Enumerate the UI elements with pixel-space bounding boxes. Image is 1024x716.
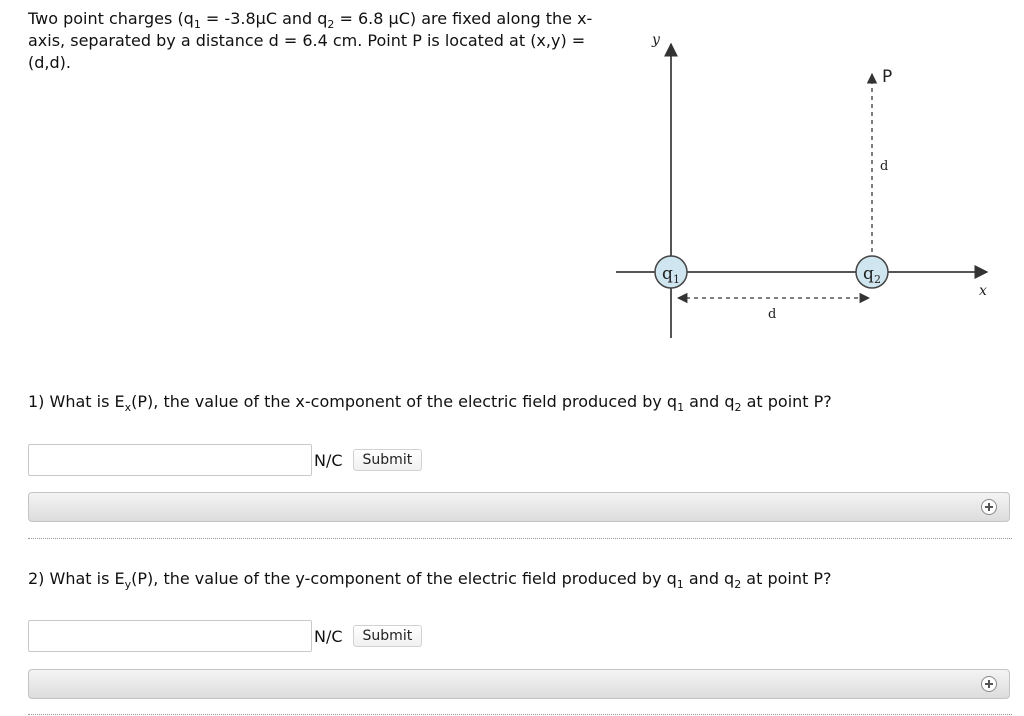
question-2-q1-subscript: 1	[676, 578, 684, 592]
question-2-number: 2)	[28, 569, 50, 588]
expand-bar-1[interactable]	[28, 492, 1010, 522]
question-1-text	[28, 391, 832, 413]
question-2-text	[28, 568, 832, 590]
plus-circle-icon[interactable]	[981, 499, 997, 515]
question-1-e-subscript: x	[124, 401, 132, 415]
plus-circle-icon[interactable]	[981, 676, 997, 692]
question-2-e-subscript: y	[124, 578, 132, 592]
question-2-text-part: at point P?	[741, 569, 832, 588]
charge-q1	[655, 256, 687, 288]
unit-label-2: N/C	[314, 626, 343, 646]
horizontal-distance-label: d	[768, 307, 777, 322]
question-2-text-part: What is E	[49, 569, 125, 588]
section-divider-1	[28, 538, 1012, 539]
question-2-q2-subscript: 2	[734, 578, 742, 592]
q2-value-text: = 6.8 μC) are fixed along the x-axis, separated by a distance d = 6.4 cm. Point P is located at (x,y) = (d,d).	[28, 9, 593, 72]
charge-q2-label: $q_2$	[863, 264, 881, 286]
question-1-q2-subscript: 2	[734, 401, 742, 415]
question-1-text-part: What is E	[49, 392, 125, 411]
question-1-number: 1)	[28, 392, 50, 411]
x-axis-label: x	[979, 283, 987, 299]
expand-bar-2[interactable]	[28, 669, 1010, 699]
point-p-label: P	[882, 67, 893, 87]
vertical-distance-label: d	[880, 159, 889, 174]
submit-button-1[interactable]: Submit	[353, 449, 423, 471]
question-1-text-part: at point P?	[741, 392, 832, 411]
q1-subscript: 1	[193, 18, 201, 32]
answer-input-1[interactable]	[28, 444, 312, 476]
submit-button-2[interactable]: Submit	[353, 625, 423, 647]
q1-value-text: = -3.8μC and q	[200, 9, 328, 28]
y-axis-label: y	[652, 32, 660, 48]
problem-lead-text: Two point charges (q	[28, 9, 194, 28]
question-2-text-part: and q	[683, 569, 735, 588]
unit-label-1: N/C	[314, 450, 343, 470]
charge-q2	[856, 256, 888, 288]
problem-statement	[28, 8, 598, 74]
charge-q1-label: $q_1$	[662, 264, 680, 286]
answer-row-2	[28, 620, 422, 652]
answer-row-1	[28, 444, 422, 476]
charge-diagram	[612, 28, 1012, 346]
answer-input-2[interactable]	[28, 620, 312, 652]
question-1-text-part: (P), the value of the x-component of the electric field produced by q	[131, 392, 678, 411]
section-divider-2	[28, 714, 1012, 715]
q2-subscript: 2	[327, 18, 335, 32]
question-2-text-part: (P), the value of the y-component of the electric field produced by q	[131, 569, 677, 588]
question-1-q1-subscript: 1	[677, 401, 685, 415]
question-1-text-part: and q	[684, 392, 735, 411]
